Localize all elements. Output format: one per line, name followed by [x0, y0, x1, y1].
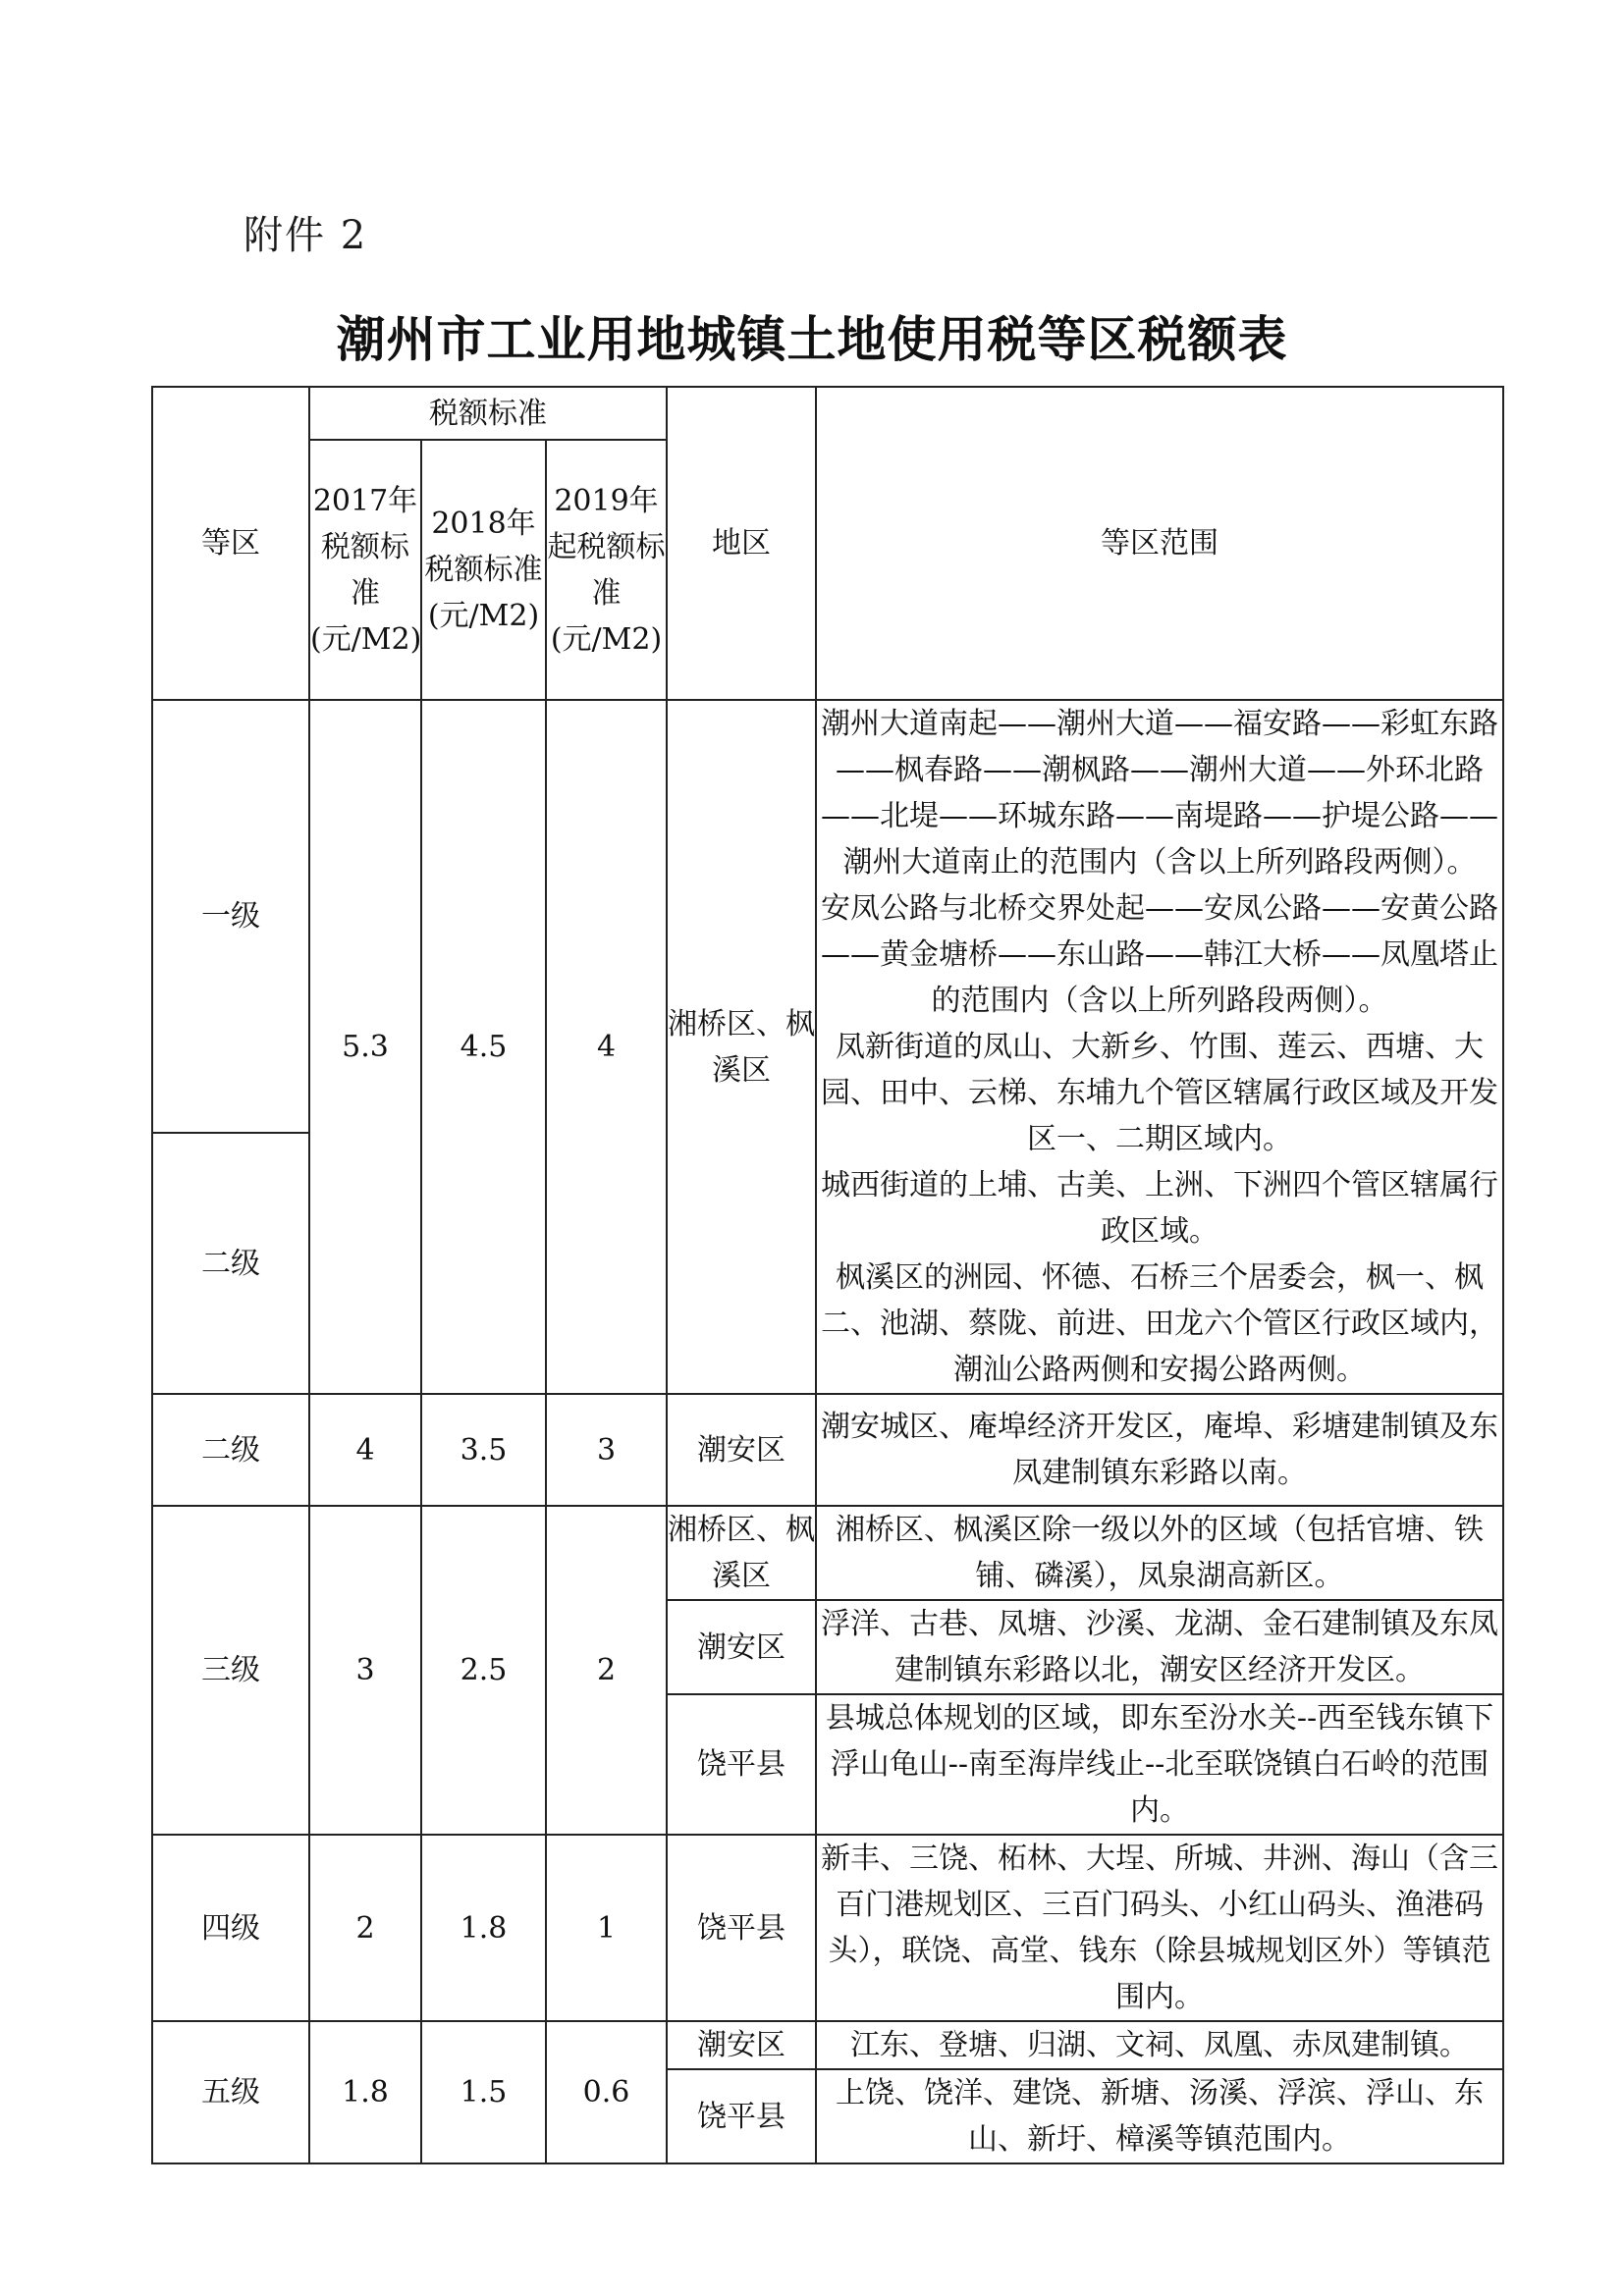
region-cell: 饶平县	[667, 2069, 816, 2163]
header-region: 地区	[667, 387, 816, 700]
tax-rate-table	[151, 386, 1504, 2164]
region-cell: 潮安区	[667, 1600, 816, 1694]
rate-2018: 2.5	[421, 1506, 546, 1835]
region-cell: 饶平县	[667, 1694, 816, 1835]
rate-2019: 4	[546, 700, 667, 1394]
rate-2019: 3	[546, 1394, 667, 1506]
rate-2017: 4	[309, 1394, 421, 1506]
rate-2017: 2	[309, 1835, 421, 2021]
rate-2017: 5.3	[309, 700, 421, 1394]
scope-cell: 县城总体规划的区域，即东至汾水关--西至钱东镇下浮山龟山--南至海岸线止--北至联饶镇白石岭的范围内。	[816, 1694, 1503, 1835]
scope-cell	[816, 700, 1503, 1394]
scope-cell: 潮安城区、庵埠经济开发区，庵埠、彩塘建制镇及东凤建制镇东彩路以南。	[816, 1394, 1503, 1506]
header-grade: 等区	[152, 387, 309, 700]
table-row-level5	[152, 2021, 1503, 2069]
scope-paragraph: 安凤公路与北桥交界处起——安凤公路——安黄公路——黄金塘桥——东山路——韩江大桥——凤凰塔止的范围内（含以上所列路段两侧）。	[821, 891, 1499, 1018]
scope-cell: 湘桥区、枫溪区除一级以外的区域（包括官塘、铁铺、磷溪），凤泉湖高新区。	[816, 1506, 1503, 1600]
rate-2017: 1.8	[309, 2021, 421, 2163]
header-row-top	[152, 387, 1503, 440]
scope-paragraph: 潮州大道南起——潮州大道——福安路——彩虹东路——枫春路——潮枫路——潮州大道——外环北路——北堤——环城东路——南堤路——护堤公路——潮州大道南止的范围内（含以上所列路段两侧）。	[821, 707, 1499, 880]
grade-cell: 三级	[152, 1506, 309, 1835]
scope-paragraph: 凤新街道的凤山、大新乡、竹围、莲云、西塘、大园、田中、云梯、东埔九个管区辖属行政区域及开发区一、二期区域内。	[821, 1030, 1499, 1156]
header-col-2017: 2017年税额标准(元/M2)	[309, 440, 421, 700]
table-row-level4	[152, 1835, 1503, 2021]
scope-paragraph: 枫溪区的洲园、怀德、石桥三个居委会，枫一、枫二、池湖、蔡陇、前进、田龙六个管区行政区域内，潮汕公路两侧和安揭公路两侧。	[821, 1260, 1499, 1387]
region-cell: 潮安区	[667, 2021, 816, 2069]
grade-cell: 一级	[152, 700, 309, 1133]
header-col-2018: 2018年税额标准(元/M2)	[421, 440, 546, 700]
scope-paragraph: 城西街道的上埔、古美、上洲、下洲四个管区辖属行政区域。	[821, 1168, 1499, 1249]
header-col-2019: 2019年起税额标准(元/M2)	[546, 440, 667, 700]
rate-2018: 1.8	[421, 1835, 546, 2021]
table-row-level2	[152, 1394, 1503, 1506]
grade-cell: 四级	[152, 1835, 309, 2021]
rate-2018: 4.5	[421, 700, 546, 1394]
table-row-level1	[152, 700, 1503, 1133]
region-cell: 潮安区	[667, 1394, 816, 1506]
scope-cell: 江东、登塘、归湖、文祠、凤凰、赤凤建制镇。	[816, 2021, 1503, 2069]
grade-cell: 五级	[152, 2021, 309, 2163]
scope-cell: 新丰、三饶、柘林、大埕、所城、井洲、海山（含三百门港规划区、三百门码头、小红山码头、渔港码头），联饶、高堂、钱东（除县城规划区外）等镇范围内。	[816, 1835, 1503, 2021]
grade-cell: 二级	[152, 1394, 309, 1506]
region-cell: 湘桥区、枫溪区	[667, 1506, 816, 1600]
rate-2018: 3.5	[421, 1394, 546, 1506]
rate-2018: 1.5	[421, 2021, 546, 2163]
rate-2019: 1	[546, 1835, 667, 2021]
page-title: 潮州市工业用地城镇土地使用税等区税额表	[336, 311, 1288, 368]
scope-cell: 浮洋、古巷、凤塘、沙溪、龙湖、金石建制镇及东凤建制镇东彩路以北，潮安区经济开发区。	[816, 1600, 1503, 1694]
region-cell: 湘桥区、枫溪区	[667, 700, 816, 1394]
region-cell: 饶平县	[667, 1835, 816, 2021]
attachment-label: 附件 2	[244, 213, 368, 258]
grade-cell: 二级	[152, 1133, 309, 1394]
rate-2019: 2	[546, 1506, 667, 1835]
scope-cell: 上饶、饶洋、建饶、新塘、汤溪、浮滨、浮山、东山、新圩、樟溪等镇范围内。	[816, 2069, 1503, 2163]
header-tax-standard: 税额标准	[309, 387, 667, 440]
rate-2017: 3	[309, 1506, 421, 1835]
rate-2019: 0.6	[546, 2021, 667, 2163]
table-row-level3	[152, 1506, 1503, 1600]
header-scope: 等区范围	[816, 387, 1503, 700]
